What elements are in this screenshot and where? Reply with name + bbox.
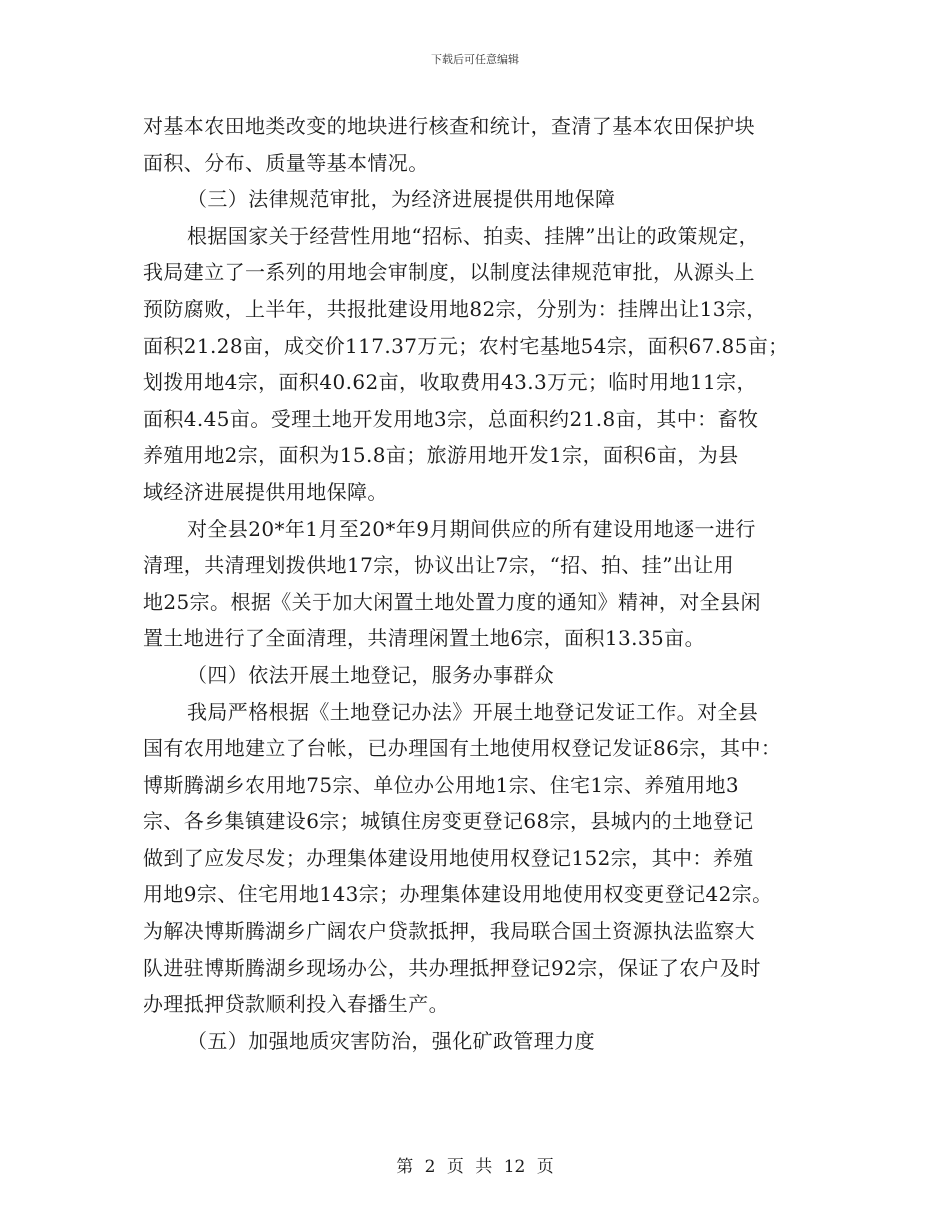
section-heading: （三）法律规范审批，为经济进展提供用地保障: [187, 187, 616, 212]
paragraph-start: 对全县20*年1月至20*年9月期间供应的所有建设用地逐一进行: [187, 516, 756, 541]
text-line: 地25宗。根据《关于加大闲置土地处置力度的通知》精神，对全县闲: [143, 589, 761, 614]
text-line: 面积、分布、质量等基本情况。: [143, 150, 429, 175]
text-line: 我局建立了一系列的用地会审制度，以制度法律规范审批，从源头上: [143, 260, 755, 285]
text-line: 博斯腾湖乡农用地75宗、单位办公用地1宗、住宅1宗、养殖用地3: [143, 772, 740, 797]
paragraph-start: 根据国家关于经营性用地“招标、拍卖、挂牌”出让的政策规定，: [187, 223, 760, 248]
paragraph-start: 我局严格根据《土地登记办法》开展土地登记发证工作。对全县: [187, 699, 759, 724]
text-line: 用地9宗、住宅用地143宗；办理集体建设用地使用权变更登记42宗。: [143, 882, 773, 907]
document-body: [143, 108, 813, 1059]
text-line: 域经济进展提供用地保障。: [143, 479, 388, 504]
text-line: 为解决博斯腾湖乡广阔农户贷款抵押，我局联合国土资源执法监察大: [143, 919, 755, 944]
text-line: 宗、各乡集镇建设6宗；城镇住房变更登记68宗，县城内的土地登记: [143, 809, 754, 834]
text-line: 国有农用地建立了台帐，已办理国有土地使用权登记发证86宗，其中：: [143, 736, 782, 761]
section-heading: （四）依法开展土地登记，服务办事群众: [187, 662, 555, 687]
text-line: 对基本农田地类改变的地块进行核查和统计，查清了基本农田保护块: [143, 114, 755, 138]
text-line: 预防腐败，上半年，共报批建设用地82宗，分别为：挂牌出让13宗，: [143, 296, 767, 321]
text-line: 面积21.28亩，成交价117.37万元；农村宅基地54宗，面积67.85亩；: [143, 333, 789, 358]
text-line: 做到了应发尽发；办理集体建设用地使用权登记152宗，其中：养殖: [143, 845, 754, 870]
text-line: 养殖用地2宗，面积为15.8亩；旅游用地开发1宗，面积6亩，为县: [143, 443, 739, 468]
text-line: 清理，共清理划拨供地17宗，协议出让7宗，“招、拍、挂”出让用: [143, 553, 735, 578]
text-line: 划拨用地4宗，面积40.62亩，收取费用43.3万元；临时用地11宗，: [143, 370, 757, 395]
header-note: 下载后可任意编辑: [431, 53, 519, 66]
text-line: 队进驻博斯腾湖乡现场办公，共办理抵押登记92宗，保证了农户及时: [143, 955, 761, 980]
page-number-footer: 第 2 页 共 12 页: [396, 1157, 554, 1177]
text-line: 办理抵押贷款顺利投入春播生产。: [143, 992, 449, 1017]
text-line: 置土地进行了全面清理，共清理闲置土地6宗，面积13.35亩。: [143, 626, 705, 651]
section-heading: （五）加强地质灾害防治，强化矿政管理力度: [187, 1028, 595, 1053]
text-line: 面积4.45亩。受理土地开发用地3宗，总面积约21.8亩，其中：畜牧: [143, 406, 759, 431]
